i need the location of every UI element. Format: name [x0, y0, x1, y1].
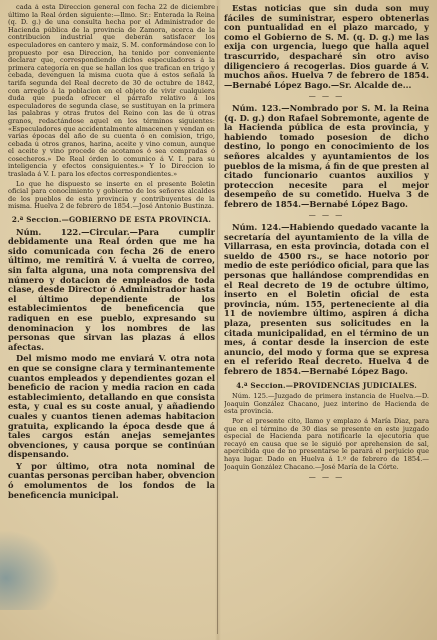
notice-125: Núm. 125.—Juzgado de primera instancia de Huelva.—D. Joaquin González Chacano, juez interino de Hacienda de esta provincia.: [224, 392, 429, 416]
publication-notice: Lo que he dispuesto se inserte en el presente Boletin oficial para conocimiento y gobierno de los señores alcaldes de los pueblos de esta provincia y contribuyentes de la misma. Huelva 2 de febrero de 1854.—José Antonio Bustinza.: [8, 179, 215, 211]
notice-122-paragraph-2: Del mismo modo me enviará V. otra nota en que se consigne clara y terminantemente cuantos empleados y dependientes gozan el beneficio de racion y media racion en cada establecimiento, detallando en que consista esta, y cual es su coste anual, y añadiendo cuales y cuantos tienen ademas habitacion gratuita, explicando la época desde que á tales cargos están anejas semejantes obvenciones, y causa porque se continúan dispensando.: [8, 353, 215, 460]
notice-125-body: Por el presente cito, llamo y emplazo á María Diaz, para que en el término de 30 dias se presente en este juzgado especial de Hacienda para notificarle la ejecutoria que recayó en causa que se le siguió por aprehension de sal, apercibida que de no presentarse le parará el perjuicio que haya lugar. Dado en Huelva á 1.º de febrero de 1854.—Joaquin González Chacano.—José María de la Córte.: [224, 416, 429, 471]
column-divider: [217, 6, 218, 634]
separator: — — —: [308, 211, 345, 220]
section-heading-judicial: 4.ª Seccion.—PROVIDENCIAS JUDICIALES.: [236, 380, 417, 390]
notice-122-closing: Estas noticias que sin duda son muy fáciles de suministrar, espero obtenerlas con puntualidad en el plazo marcado, y como el Gobierno de S. M. (q. D. g.) me las exija con urgencia, luego que halla aquel trascurrido, despacharé sin otro aviso diligenciero á recogerlas. Dios guarde á V. muchos años. Huelva 7 de febrero de 1854.—Bernabé López Bago.—Sr. Alcalde de...: [224, 4, 429, 90]
notice-122-paragraph-3: Y por último, otra nota nominal de cuantas personas perciban haber, obvencion ó emolumentos de los fondos de la beneficencia municipal.: [8, 460, 215, 500]
page-fold: [215, 0, 221, 640]
section-heading-gobierno: 2.ª Seccion.—GOBIERNO DE ESTA PROVINCIA.: [11, 215, 212, 225]
notice-124: Núm. 124.—Habiendo quedado vacante la secretaría del ayuntamiento de la villa de Villarrasa, en esta provincia, dotada con el sueldo de 4500 rs., se hace notorio por medio de este periódico oficial, para que las personas que hallándose comprendidas en el Real decreto de 19 de octubre último, inserto en el Boletin oficial de esta provincia, núm. 155, perteneciente al dia 11 de noviembre último, aspiren á dicha plaza, presenten sus solicitudes en la citada municipalidad, en el término de un mes, á contar desde la insercion de este anuncio, del modo y forma que se expresa en el referido Real decreto. Huelva 4 de febrero de 1854.—Bernabé López Bago.: [224, 222, 429, 376]
notice-123: Núm. 123.—Nombrado por S. M. la Reina (q. D. g.) don Rafael Sobremonte, agente de la Hacienda pública de esta provincia, y habiendo tomado posesion de dicho destino, lo pongo en conocimiento de los señores alcaldes y ayuntamientos de los pueblos de la misma, á fin de que presten al citado funcionario cuantos auxilios y proteccion necesite para el mejor desempeño de su cometido. Huelva 3 de febrero de 1854.—Bernabé López Bago.: [224, 102, 429, 209]
separator: — — —: [308, 473, 345, 482]
notice-122: Núm. 122.—Circular.—Para cumplir debidamente una Real órden que me ha sido comunicada con fecha 26 de enero último, me remitirá V. á vuelta de correo, sin falta alguna, una nota comprensiva del número y dotacion de empleados de toda clase, desde Director ó Administrador hasta el último dependiente de los establecimientos de beneficencia que radiquen en ese pueblo, expresando su denominacion y los nombres de las personas que sirvan las plazas á ellos afectas.: [8, 226, 215, 352]
left-column: [8, 4, 215, 636]
right-column: [224, 4, 429, 636]
separator: — — —: [308, 92, 345, 101]
dispatch-paragraph: cada á esta Direccion general con fecha 22 de diciembre último la Real órden siguiente:—Ilmo. Sr.: Enterada la Reina (q. D. g.) de una consulta hecha por el Administrador de Hacienda pública de la provincia de Zamora, acerca de la contribucion industrial que deberán satisfacer los especuladores en cantero y maiz, S. M. conformándose con lo propuesto por esa Direccion, ha tenido por conveniente declarar que, correspondiendo dichos especuladores á la primera categoría en que se hallan los que trafican en trigo y cebada, devenguen la misma cuota que á estos señala la tarifa segunda del Real decreto de 30 de octubre de 1842, con arreglo á la poblacion en el objeto de vivir cualquiera duda que pueda ofrecer el párrafo relativo á los especuladores de segunda clase, se sustituyan en la primera las palabras y otras frutos del Reino con las de ú otras granos, redactándose aquel en los términos siguientes: «Especuladores que accidentalmente almacenen y vendan en varias épocas del año de su cuenta ó en comision, trigo, cebada ú otros granos, harina, aceite y vino comun, aunque el aceite y vino procede de acotamos ó sea compradas ó cosecheros.» De Real órden lo comunico á V. I. para su inteligencia y efectos consiguientes.» Y lo Direccion lo traslada á V. I. para los efectos correspondientes.»: [8, 4, 215, 179]
